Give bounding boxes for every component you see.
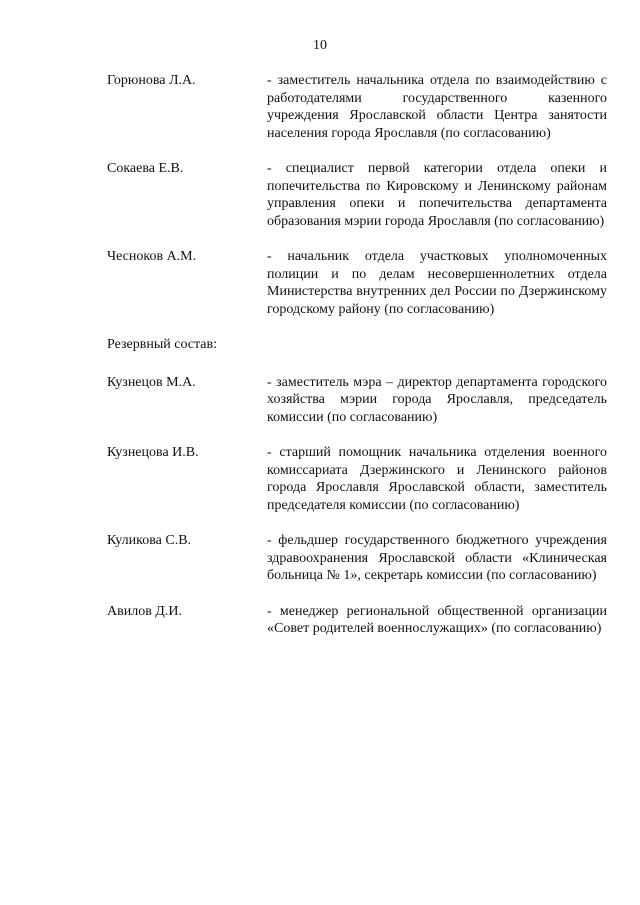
reserve-section-title: Резервный состав:: [107, 337, 218, 352]
member-name: Горюнова Л.А.: [107, 73, 196, 88]
member-description: - старший помощник начальника отделения военного комиссариата Дзержинского и Ленинского районов города Ярославля Ярославской области, заместитель председателя комиссии (по согласованию): [267, 445, 607, 513]
member-description: - менеджер региональной общественной организации «Совет родителей военнослужащих» (по согласованию): [267, 603, 607, 636]
member-name: Чесноков А.М.: [107, 249, 197, 264]
member-name: Кузнецова И.В.: [107, 445, 199, 460]
member-name: Авилов Д.И.: [107, 603, 182, 619]
member-description: - заместитель мэра – директор департамента городского хозяйства мэрии города Ярославля, председатель комиссии (по согласованию): [267, 374, 607, 425]
member-description: - заместитель начальника отдела по взаимодействию с работодателями государственного казенного учреждения Ярославской области Центра занятости населения города Ярославля (по согласованию): [267, 73, 607, 141]
member-name: Сокаева Е.В.: [107, 161, 184, 176]
member-entry: [107, 444, 607, 514]
page-number: 10: [313, 38, 327, 53]
member-name: Куликова С.В.: [107, 533, 192, 548]
member-entry: [107, 248, 607, 318]
member-name: Кузнецов М.А.: [107, 374, 196, 390]
member-entry: [107, 532, 607, 585]
member-entry: [107, 72, 607, 142]
member-entry: [107, 603, 607, 638]
document-body: [107, 72, 607, 656]
member-entry: [107, 160, 607, 230]
member-description: - фельдшер государственного бюджетного учреждения здравоохранения Ярославской области «Клиническая больница № 1», секретарь комиссии (по согласованию): [267, 533, 607, 583]
member-entry: [107, 374, 607, 427]
member-description: - специалист первой категории отдела опеки и попечительства по Кировскому и Ленинскому районам управления опеки и попечительства департамента образования мэрии города Ярославля (по согласованию): [267, 161, 607, 229]
member-description: - начальник отдела участковых уполномоченных полиции и по делам несовершеннолетних отдела Министерства внутренних дел России по Дзержинскому городскому району (по согласованию): [267, 249, 607, 317]
